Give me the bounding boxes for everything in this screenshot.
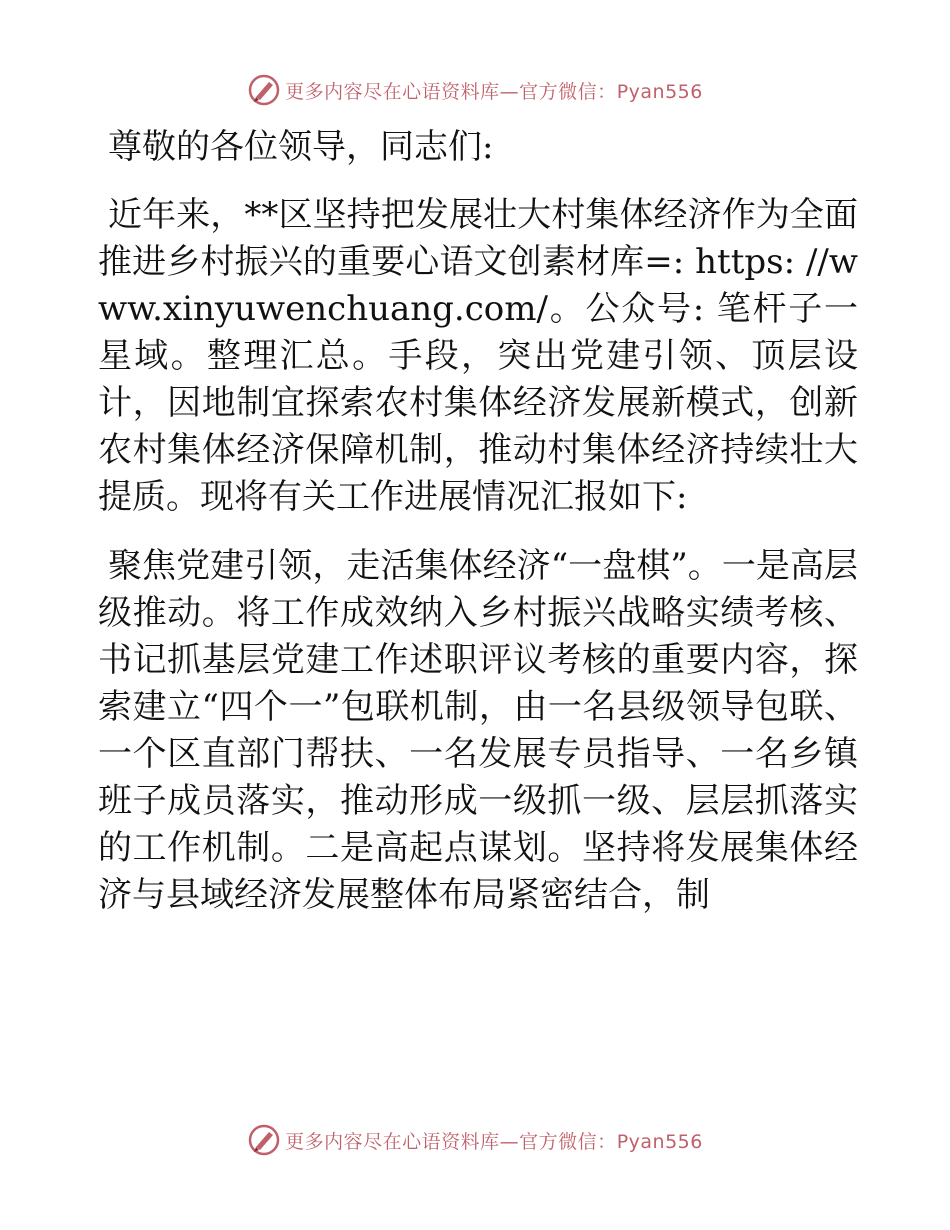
document-body	[98, 124, 858, 941]
wechat-label: 官方微信：	[519, 80, 617, 103]
pen-logo-icon	[247, 73, 281, 107]
paragraph-1-text: 近年来，**区坚持把发展壮大村集体经济作为全面推进乡村振兴的重要心语文创素材库=: https: //www.xinyuwenchuang.com/。公众号: 笔杆子一星域。整理汇总。手段，突出党建引领、顶层设计，因地制宜探索农村集体经济发展新模式，创新农村集体经济保障机制，推动村集体经济持续壮大提质。现将有关工作进展情况汇报如下:	[98, 195, 858, 517]
greeting	[98, 124, 858, 171]
brand-text: 更多内容尽在心语资料库	[285, 1130, 500, 1153]
separator: —	[499, 80, 520, 103]
paragraph-2	[98, 543, 858, 919]
brand-text: 更多内容尽在心语资料库	[285, 80, 500, 103]
wechat-id: Pyan556	[616, 80, 703, 103]
pen-logo-icon	[247, 1123, 281, 1157]
greeting-text: 尊敬的各位领导，同志们:	[108, 127, 494, 167]
paragraph-2-text: 聚焦党建引领，走活集体经济“一盘棋”。一是高层级推动。将工作成效纳入乡村振兴战略实绩考核、书记抓基层党建工作述职评议考核的重要内容，探索建立“四个一”包联机制，由一名县级领导包联、一个区直部门帮扶、一名发展专员指导、一名乡镇班子成员落实，推动形成一级抓一级、层层抓落实的工作机制。二是高起点谋划。坚持将发展集体经济与县域经济发展整体布局紧密结合，制	[98, 546, 858, 915]
footer-watermark-text	[285, 1127, 703, 1154]
footer-watermark	[0, 1120, 950, 1160]
separator: —	[499, 1130, 520, 1153]
wechat-id: Pyan556	[616, 1130, 703, 1153]
paragraph-1	[98, 192, 858, 521]
header-watermark-text	[285, 77, 703, 104]
header-watermark	[0, 70, 950, 110]
wechat-label: 官方微信：	[519, 1130, 617, 1153]
